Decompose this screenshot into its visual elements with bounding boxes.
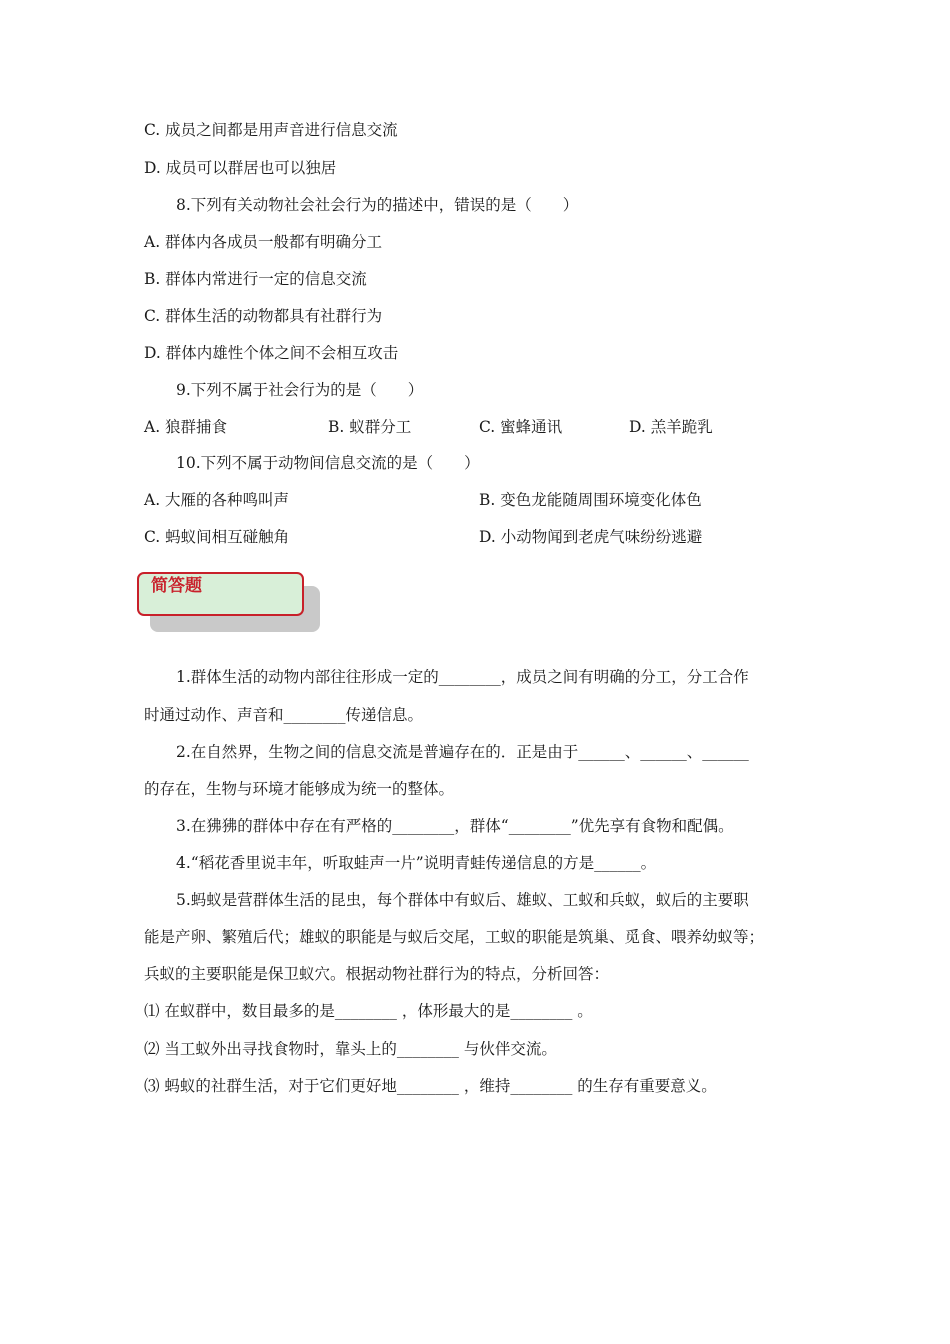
short-answer-4: 4.“稻花香里说丰年，听取蛙声一片”说明青蛙传递信息的方是______。 <box>176 854 657 872</box>
question-9-option-b: B. 蚁群分工 <box>328 418 412 436</box>
question-8-option-c: C. 群体生活的动物都具有社群行为 <box>144 307 383 325</box>
question-7-option-d: D. 成员可以群居也可以独居 <box>144 159 337 177</box>
short-answer-5-sub-2: ⑵ 当工蚁外出寻找食物时，靠头上的________ 与伙伴交流。 <box>144 1040 557 1058</box>
question-8-option-d: D. 群体内雄性个体之间不会相互攻击 <box>144 344 399 362</box>
short-answer-3: 3.在狒狒的群体中存在有严格的________，群体“________”优先享有食物和配偶。 <box>176 817 734 835</box>
short-answer-5-line-1: 5.蚂蚁是营群体生活的昆虫，每个群体中有蚁后、雄蚁、工蚁和兵蚁，蚁后的主要职 <box>176 891 749 909</box>
question-9-option-a: A. 狼群捕食 <box>144 418 228 436</box>
question-10-option-a: A. 大雁的各种鸣叫声 <box>144 491 290 509</box>
short-answer-1-line-2: 时通过动作、声音和________传递信息。 <box>144 706 424 724</box>
question-8-option-a: A. 群体内各成员一般都有明确分工 <box>144 233 383 251</box>
question-10-option-d: D. 小动物闻到老虎气味纷纷逃避 <box>479 528 703 546</box>
question-8-option-b: B. 群体内常进行一定的信息交流 <box>144 270 367 288</box>
short-answer-5-sub-3: ⑶ 蚂蚁的社群生活，对于它们更好地________ ，维持________ 的生存有重要意义。 <box>144 1077 717 1095</box>
question-10-option-c: C. 蚂蚁间相互碰触角 <box>144 528 290 546</box>
question-9-option-d: D. 羔羊跪乳 <box>629 418 713 436</box>
question-9-option-c: C. 蜜蜂通讯 <box>479 418 563 436</box>
section-title: 简答题 <box>151 576 202 596</box>
question-9-stem: 9.下列不属于社会行为的是（ ） <box>176 381 424 399</box>
short-answer-1-line-1: 1.群体生活的动物内部往往形成一定的________，成员之间有明确的分工，分工合作 <box>176 668 749 686</box>
question-10-stem: 10.下列不属于动物间信息交流的是（ ） <box>176 454 480 472</box>
short-answer-5-line-3: 兵蚁的主要职能是保卫蚁穴。根据动物社群行为的特点，分析回答： <box>144 965 610 983</box>
question-8-stem: 8.下列有关动物社会社会行为的描述中，错误的是（ ） <box>176 196 579 214</box>
short-answer-2-line-1: 2.在自然界，生物之间的信息交流是普遍存在的．正是由于______、______、______ <box>176 743 749 761</box>
short-answer-5-sub-1: ⑴ 在蚁群中，数目最多的是________ ，体形最大的是________ 。 <box>144 1002 593 1020</box>
short-answer-5-line-2: 能是产卵、繁殖后代；雄蚁的职能是与蚁后交尾，工蚁的职能是筑巢、觅食、喂养幼蚁等； <box>144 928 765 946</box>
question-7-option-c: C. 成员之间都是用声音进行信息交流 <box>144 121 398 139</box>
question-10-option-b: B. 变色龙能随周围环境变化体色 <box>479 491 702 509</box>
short-answer-2-line-2: 的存在，生物与环境才能够成为统一的整体。 <box>144 780 455 798</box>
